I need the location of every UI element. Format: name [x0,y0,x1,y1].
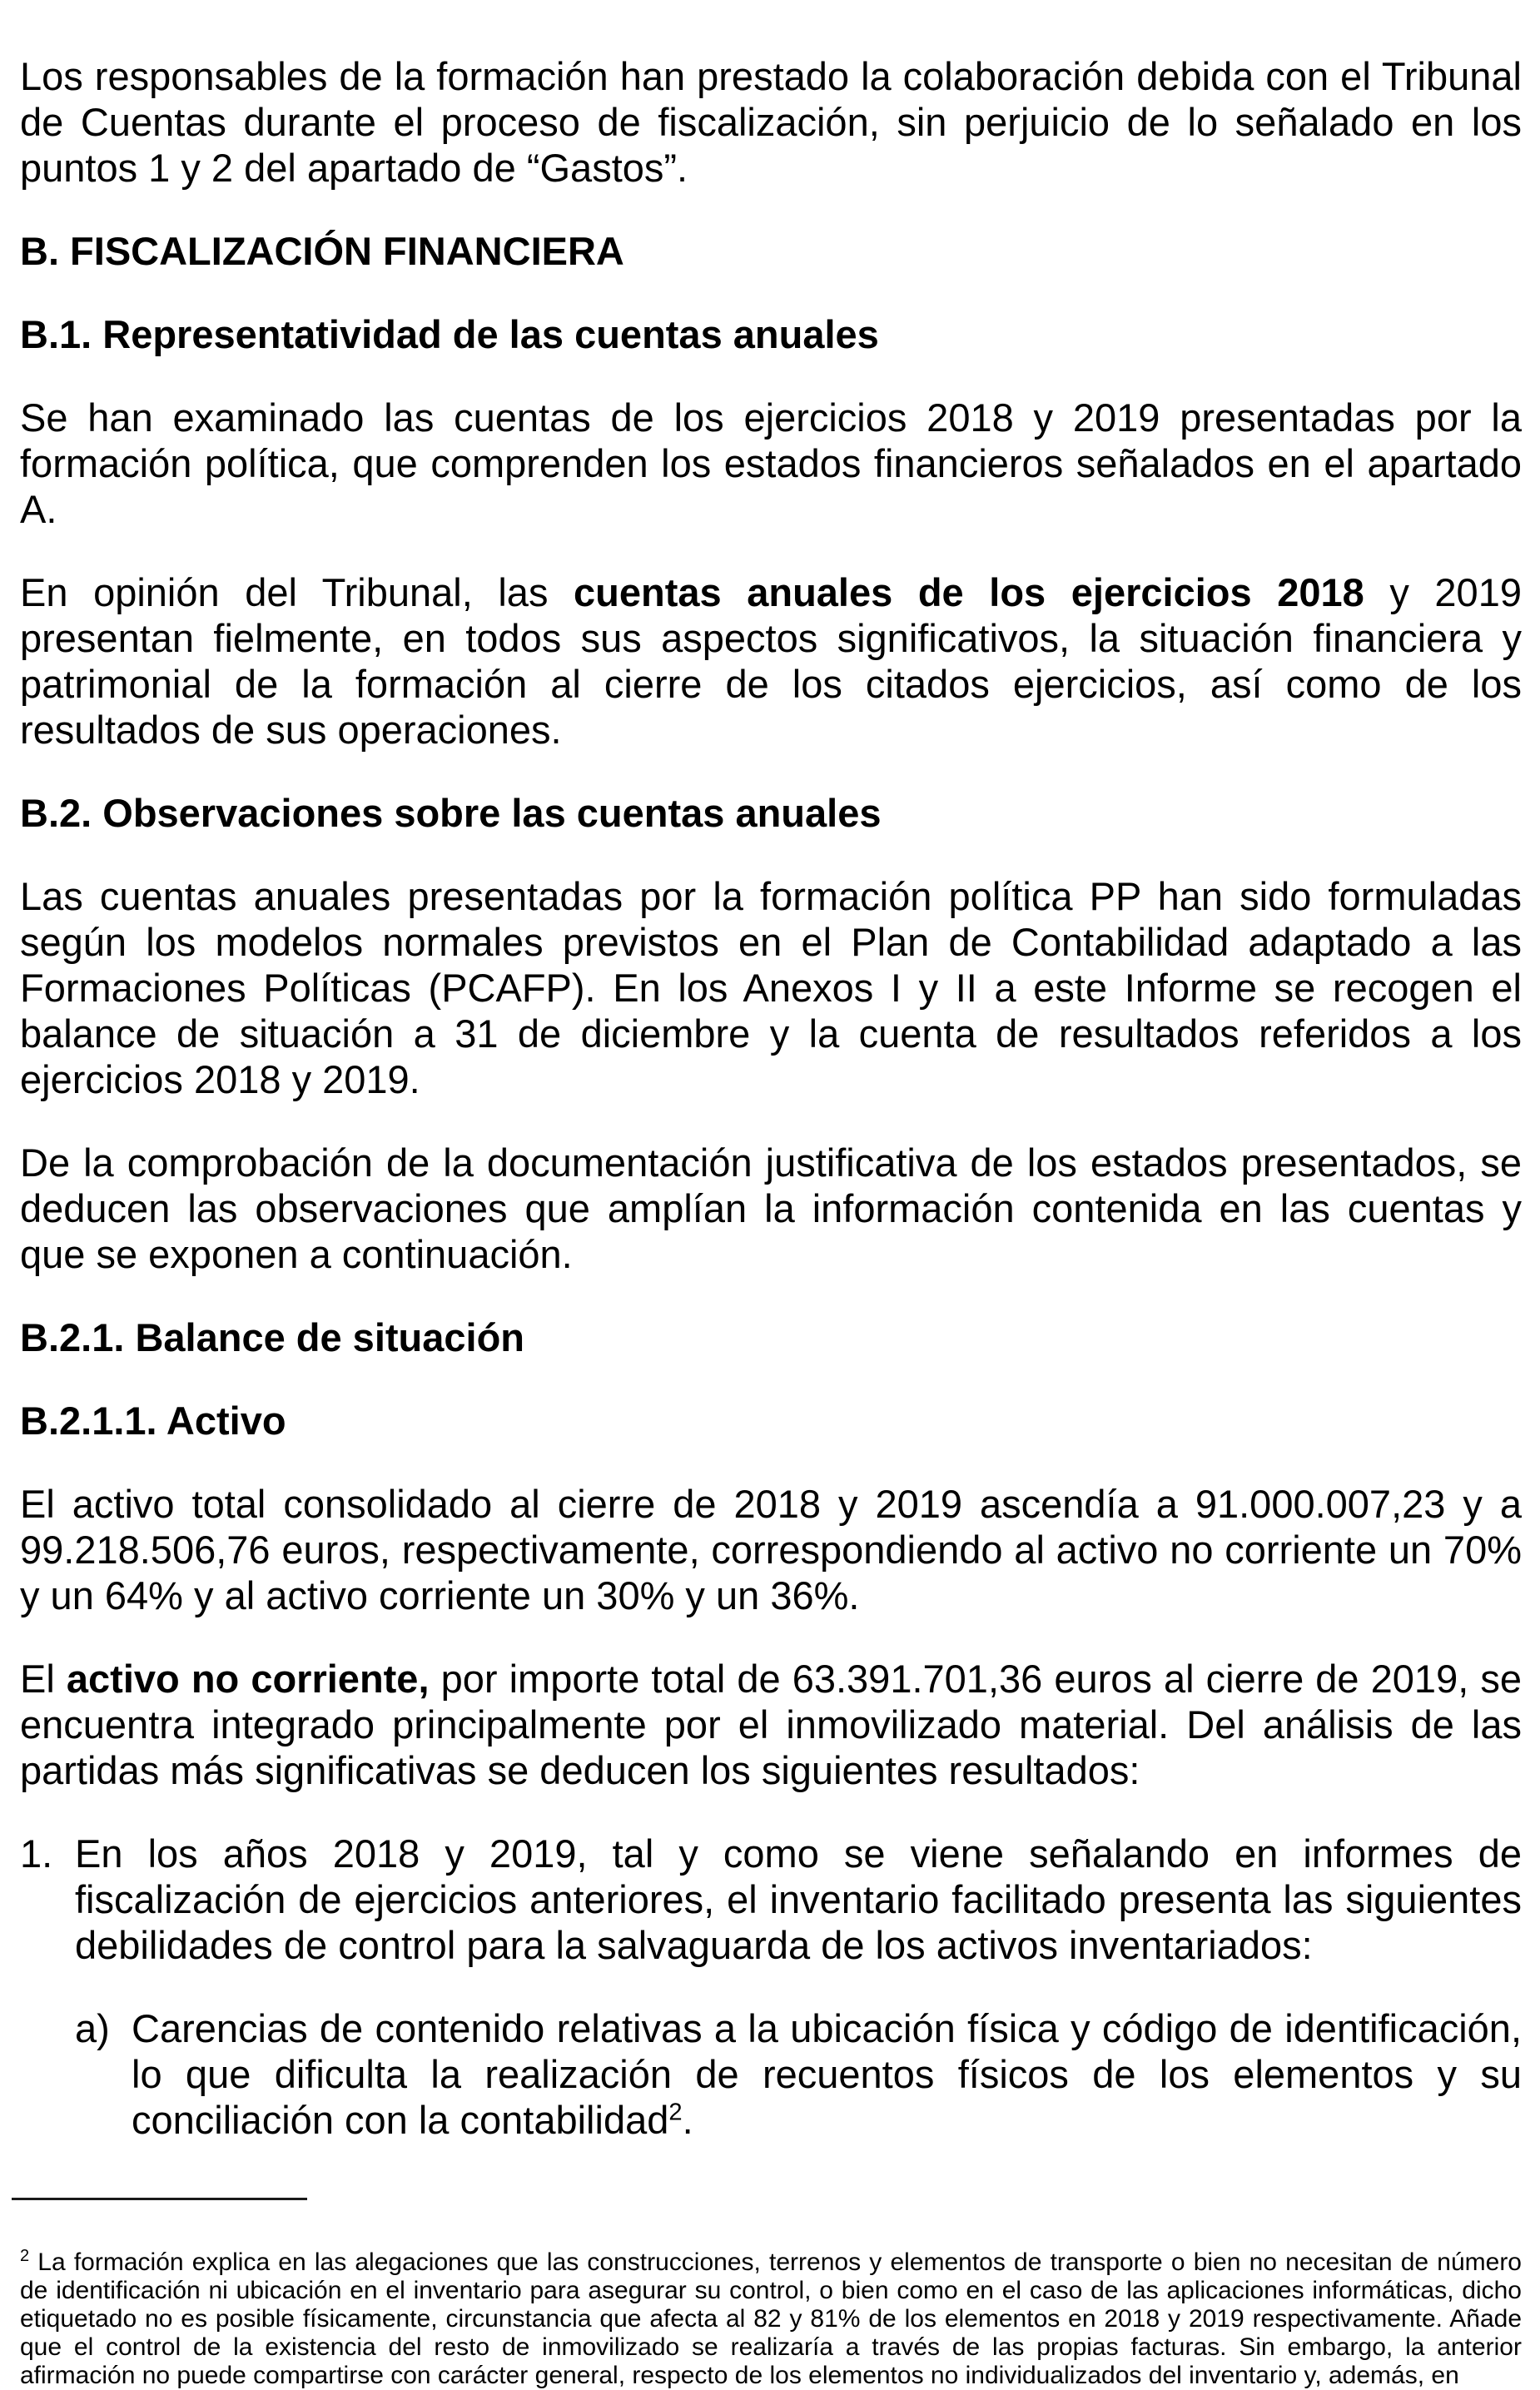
paragraph-cuentas-formuladas: Las cuentas anuales presentadas por la formación política PP han sido formuladas según los modelos normales previstos en el Plan de Contabilidad adaptado a las Formaciones Políticas (PCAFP). En los Anexos I y II a este Informe se recogen el balance de situación a 31 de diciembre y la cuenta de resultados referidos a los ejercicios 2018 y 2019. [20,874,1522,1101]
paragraph-opinion-tribunal [20,569,1522,753]
paragraph-text: por importe total de 63.391.701,36 euros al cierre de 2019, se encuentra integrado principalmente por el inmovilizado material. Del análisis de las partidas más significativas se deducen los siguientes resultados: [20,1657,1522,1792]
footnote-reference-superscript: 2 [668,2099,683,2126]
list-item-1-text: En los años 2018 y 2019, tal y como se viene señalando en informes de fiscalización de ejercicios anteriores, el inventario facilitado presenta las siguientes debilidades de control para la salvaguarda de los activos inventariados: [75,1831,1522,1967]
heading-b21-balance-situacion: B.2.1. Balance de situación [20,1315,524,1359]
footnote-section [20,2198,1522,2390]
paragraph-text: y 2019 presentan fielmente, en todos sus aspectos significativos, la situación financiera y patrimonial de la formación al cierre de los citados ejercicios, así como de los resultados de sus operaciones. [20,570,1522,752]
list-item-a-carencias [75,2005,1522,2143]
footnote-separator-rule [12,2198,307,2200]
heading-b-fiscalizacion-financiera: B. FISCALIZACIÓN FINANCIERA [20,229,624,273]
footnote-text [20,2248,1522,2390]
bold-cuentas-anuales-2018: cuentas anuales de los ejercicios 2018 [574,570,1364,614]
list-item-1-inventario [20,1831,1522,1968]
bold-activo-no-corriente: activo no corriente, [66,1657,430,1701]
heading-b1-representatividad: B.1. Representatividad de las cuentas anuales [20,312,879,356]
paragraph-text: Carencias de contenido relativas a la ubicación física y código de identificación, lo que dificulta la realización de recuentos físicos de los elementos y su conciliación con la contabilidad [132,2006,1522,2142]
heading-b2-observaciones: B.2. Observaciones sobre las cuentas anuales [20,791,882,835]
paragraph-text: El [20,1657,67,1701]
list-item-a-text [132,2005,1522,2143]
paragraph-text: . [682,2098,693,2142]
heading-b211-activo: B.2.1.1. Activo [20,1399,286,1443]
paragraph-activo-total: El activo total consolidado al cierre de 2018 y 2019 ascendía a 91.000.007,23 y a 99.218.506,76 euros, respectivamente, correspondiendo al activo no corriente un 70% y un 64% y al activo corriente un 30% y un 36%. [20,1482,1522,1617]
paragraph-comprobacion-documentacion: De la comprobación de la documentación justificativa de los estados presentados, se deducen las observaciones que amplían la información contenida en las cuentas y que se exponen a continuación. [20,1140,1522,1276]
paragraph-text: En opinión del Tribunal, las [20,570,574,614]
list-item-1-marker: 1. [20,1831,53,1876]
list-item-a-marker: a) [75,2006,110,2050]
footnote-marker-superscript: 2 [20,2247,30,2265]
footnote-body-text: La formación explica en las alegaciones que las construcciones, terrenos y elementos de transporte o bien no necesitan de número de identificación ni ubicación en el inventario para asegurar su control, o bien como en el caso de las aplicaciones informáticas, dicho etiquetado no es posible físicamente, circunstancia que afecta al 82 y 81% de los elementos en 2018 y 2019 respectivamente. Añade que el control de la existencia del resto de inmovilizado se realizaría a través de las propias facturas. Sin embargo, la anterior afirmación no puede compartirse con carácter general, respecto de los elementos no individualizados del inventario y, además, en [20,2248,1522,2389]
paragraph-cuentas-examinadas: Se han examinado las cuentas de los ejercicios 2018 y 2019 presentadas por la formación política, que comprenden los estados financieros señalados en el apartado A. [20,395,1522,531]
paragraph-activo-no-corriente [20,1656,1522,1793]
paragraph-collaboration: Los responsables de la formación han prestado la colaboración debida con el Tribunal de Cuentas durante el proceso de fiscalización, sin perjuicio de lo señalado en los puntos 1 y 2 del apartado de “Gastos”. [20,54,1522,190]
